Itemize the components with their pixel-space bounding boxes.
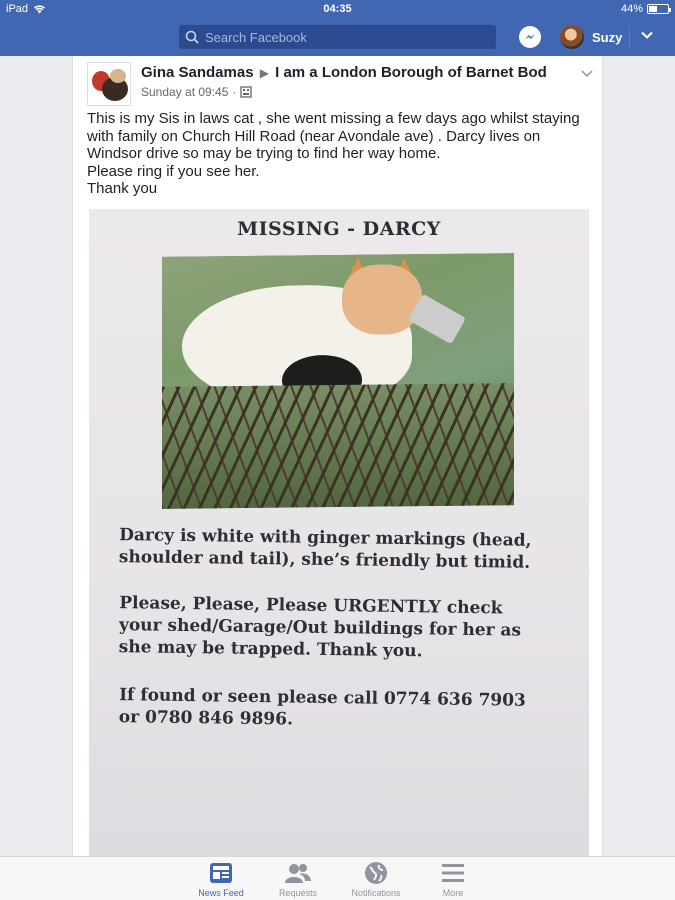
post-text-line: Windsor drive so may be trying to find her way home. xyxy=(87,145,441,162)
avatar xyxy=(560,25,584,49)
poster-title: MISSING - DARCY xyxy=(237,218,441,240)
battery-fill xyxy=(649,6,657,12)
tab-requests[interactable] xyxy=(263,861,333,898)
top-nav xyxy=(0,18,675,56)
status-bar xyxy=(0,0,675,18)
post-meta xyxy=(141,85,252,99)
poster-contact: If found or seen please call 0774 636 7903 or 0780 846 9896. xyxy=(118,685,526,730)
poster-appeal: Please, Please, Please URGENTLY check your shed/Garage/Out buildings for her as she may be trapped. Thank you. xyxy=(118,593,522,662)
clock: 04:35 xyxy=(323,3,352,15)
tab-more[interactable] xyxy=(418,861,488,898)
globe-icon xyxy=(364,861,388,885)
bottom-tab-bar xyxy=(0,856,675,900)
tab-notifications[interactable] xyxy=(341,861,411,898)
battery-icon xyxy=(647,4,669,14)
search-box[interactable] xyxy=(179,25,496,49)
post-text-line: with family on Church Hill Road (near Avondale ave) . Darcy lives on xyxy=(87,127,541,145)
tab-label: Requests xyxy=(278,888,318,898)
triangle-right-icon: ▶ xyxy=(259,66,269,80)
post-text-line: Thank you xyxy=(87,180,158,197)
battery-percent: 44% xyxy=(620,3,643,15)
device-label: iPad xyxy=(6,3,29,15)
cat-photo xyxy=(162,253,514,509)
meta-separator: · xyxy=(232,85,237,99)
tab-label: News Feed xyxy=(198,888,244,898)
messenger-button[interactable] xyxy=(519,26,541,48)
author-avatar[interactable] xyxy=(87,62,131,106)
messenger-icon xyxy=(523,30,537,44)
tab-news-feed[interactable] xyxy=(186,861,256,898)
search-input[interactable] xyxy=(205,30,485,45)
post-timestamp[interactable]: Sunday at 09:45 xyxy=(141,85,229,99)
user-name: Suzy xyxy=(592,29,623,45)
cat-head xyxy=(342,264,422,335)
post-photo[interactable] xyxy=(89,209,589,856)
post-card xyxy=(72,56,603,856)
tab-label: More xyxy=(442,888,464,898)
search-icon xyxy=(185,30,199,44)
chevron-down-icon xyxy=(581,69,593,79)
status-right xyxy=(621,3,669,15)
post-text-line: This is my Sis in laws cat , she went missing a few days ago whilst staying xyxy=(87,110,580,127)
author-name[interactable]: Gina Sandamas xyxy=(141,64,254,81)
news-feed-icon xyxy=(209,862,233,884)
friends-icon xyxy=(284,862,312,884)
chevron-down-icon xyxy=(640,28,654,42)
post-text-line: Please ring if you see her. xyxy=(87,162,260,180)
nav-menu-button[interactable] xyxy=(640,28,654,47)
profile-button[interactable] xyxy=(560,25,622,49)
menu-icon xyxy=(441,863,465,883)
group-privacy-icon xyxy=(240,86,252,98)
post-text xyxy=(87,110,592,198)
poster-description: Darcy is white with ginger markings (head, shoulder and tail), she’s friendly but timid. xyxy=(118,525,532,573)
branches xyxy=(162,383,514,509)
group-name[interactable]: I am a London Borough of Barnet Bod xyxy=(275,64,547,81)
post-header xyxy=(141,64,547,81)
tab-label: Notifications xyxy=(351,888,401,898)
post-options-button[interactable] xyxy=(581,66,593,84)
avatar-part xyxy=(110,69,126,83)
nav-divider xyxy=(629,26,630,48)
